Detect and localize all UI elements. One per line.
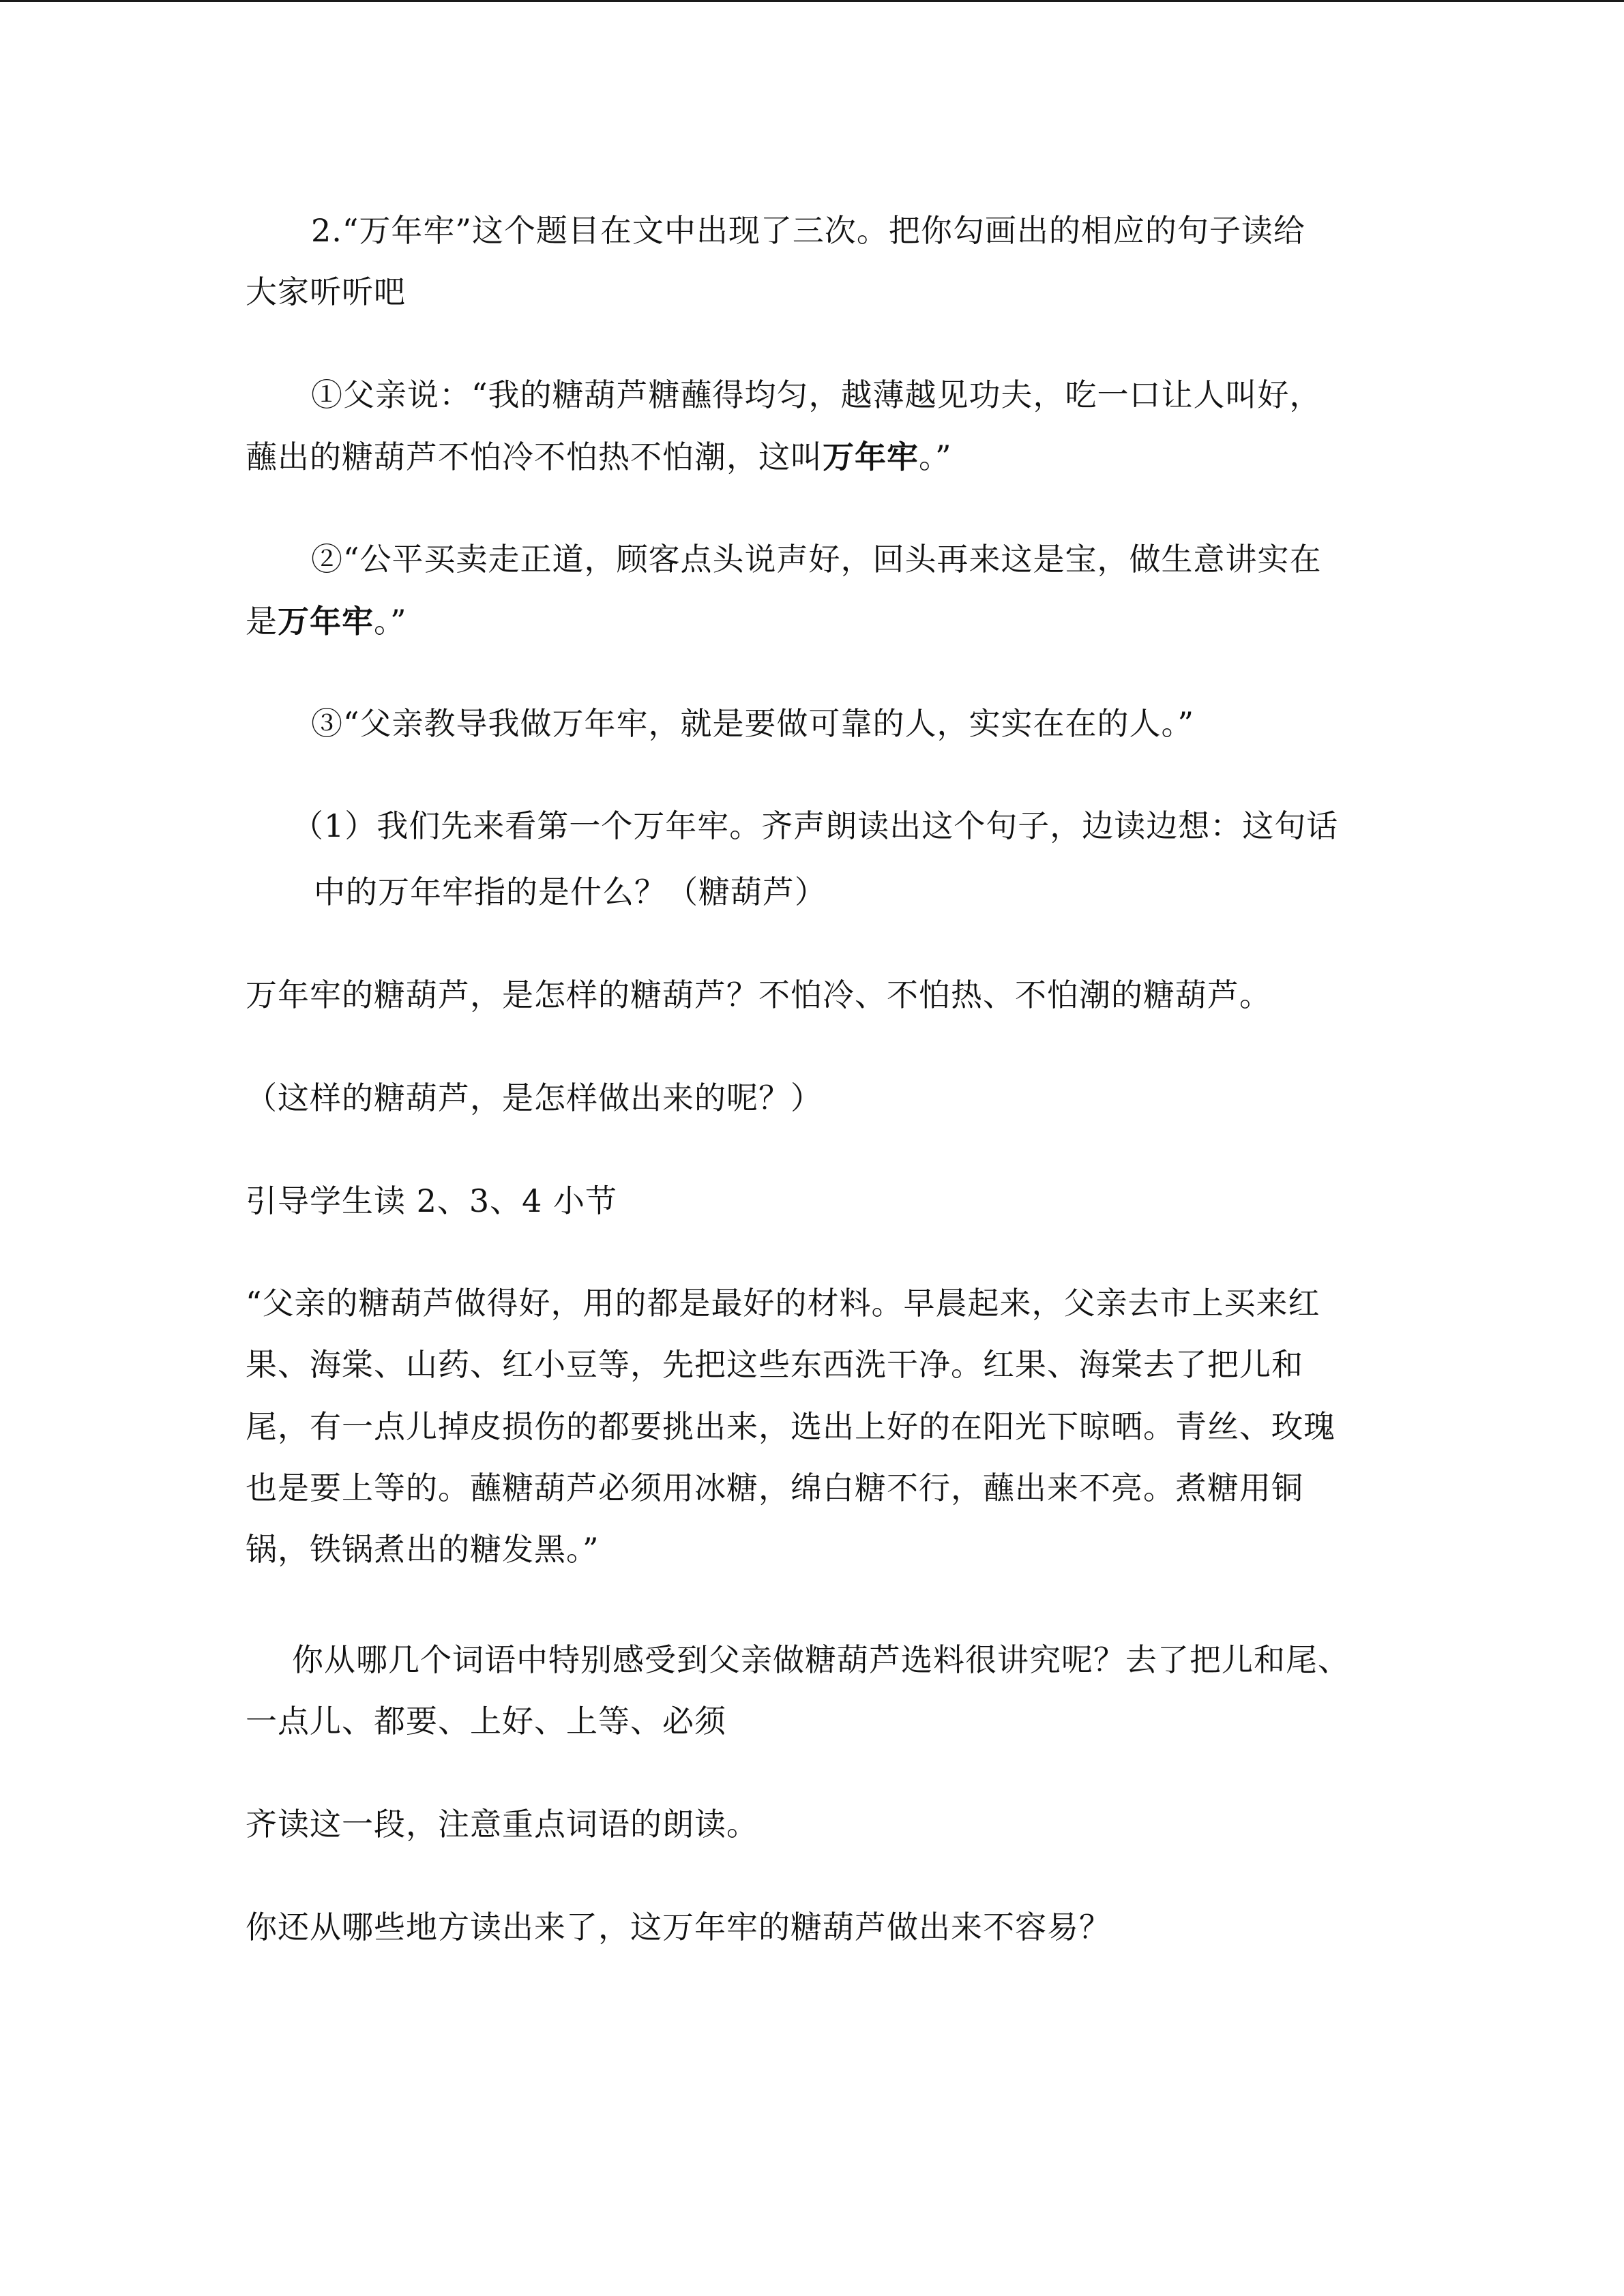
sentence-2-line-2-end: 。”	[374, 603, 407, 640]
prompt-1-line-2: 中的万年牢指的是什么？（糖葫芦）	[314, 874, 827, 910]
sentence-1-line-1: ①父亲说：“我的糖葫芦糖蘸得均匀，越薄越见功夫，吃一口让人叫好，	[311, 376, 1322, 413]
read-together-instruction: 齐读这一段，注意重点词语的朗读。	[246, 1806, 758, 1843]
question-2-line-2: 大家听听吧	[246, 273, 406, 310]
question-3-line-2: 一点儿、都要、上好、上等、必须	[246, 1703, 726, 1740]
follow-up-question: （这样的糖葫芦，是怎样做出来的呢？）	[246, 1079, 823, 1116]
quote-line-5: 锅，铁锅煮出的糖发黑。”	[246, 1531, 600, 1568]
teaching-instruction: 引导学生读 2、3、4 小节	[246, 1182, 618, 1219]
quote-line-4: 也是要上等的。蘸糖葫芦必须用冰糖，绵白糖不行，蘸出来不亮。煮糖用铜	[246, 1470, 1303, 1506]
sentence-2-line-2	[246, 601, 407, 642]
document-page	[246, 0, 1378, 2296]
question-3-line-1: 你从哪几个词语中特别感受到父亲做糖葫芦选料很讲究呢？去了把儿和尾、	[292, 1641, 1350, 1678]
sentence-1-line-2-end: 。”	[919, 438, 952, 475]
quote-line-3: 尾，有一点儿掉皮损伤的都要挑出来，选出上好的在阳光下晾晒。青丝、玫瑰	[246, 1408, 1335, 1445]
quote-line-1: “父亲的糖葫芦做得好，用的都是最好的材料。早晨起来，父亲去市上买来红	[246, 1285, 1320, 1322]
sentence-2-keyword: 万年牢	[278, 603, 374, 640]
sentence-1-keyword: 万年牢	[823, 438, 919, 475]
sentence-1-line-2	[246, 436, 952, 477]
quote-line-2: 果、海棠、山药、红小豆等，先把这些东西洗干净。红果、海棠去了把儿和	[246, 1346, 1303, 1383]
sentence-2-line-1: ②“公平买卖走正道，顾客点头说声好，回头再来这是宝，做生意讲实在	[311, 541, 1322, 578]
final-question: 你还从哪些地方读出来了，这万年牢的糖葫芦做出来不容易？	[246, 1909, 1111, 1945]
sentence-2-line-2-text: 是	[246, 603, 278, 640]
prompt-1-line-1: （1）我们先来看第一个万年牢。齐声朗读出这个句子，边读边想：这句话	[292, 807, 1339, 844]
sentence-3-line-1: ③“父亲教导我做万年牢，就是要做可靠的人，实实在在的人。”	[311, 705, 1195, 742]
sentence-1-line-2-text: 蘸出的糖葫芦不怕冷不怕热不怕潮，这叫	[246, 438, 823, 475]
answer-line: 万年牢的糖葫芦，是怎样的糖葫芦？不怕冷、不怕热、不怕潮的糖葫芦。	[246, 976, 1271, 1013]
question-2-line-1: 2.“万年牢”这个题目在文中出现了三次。把你勾画出的相应的句子读给	[311, 212, 1305, 249]
